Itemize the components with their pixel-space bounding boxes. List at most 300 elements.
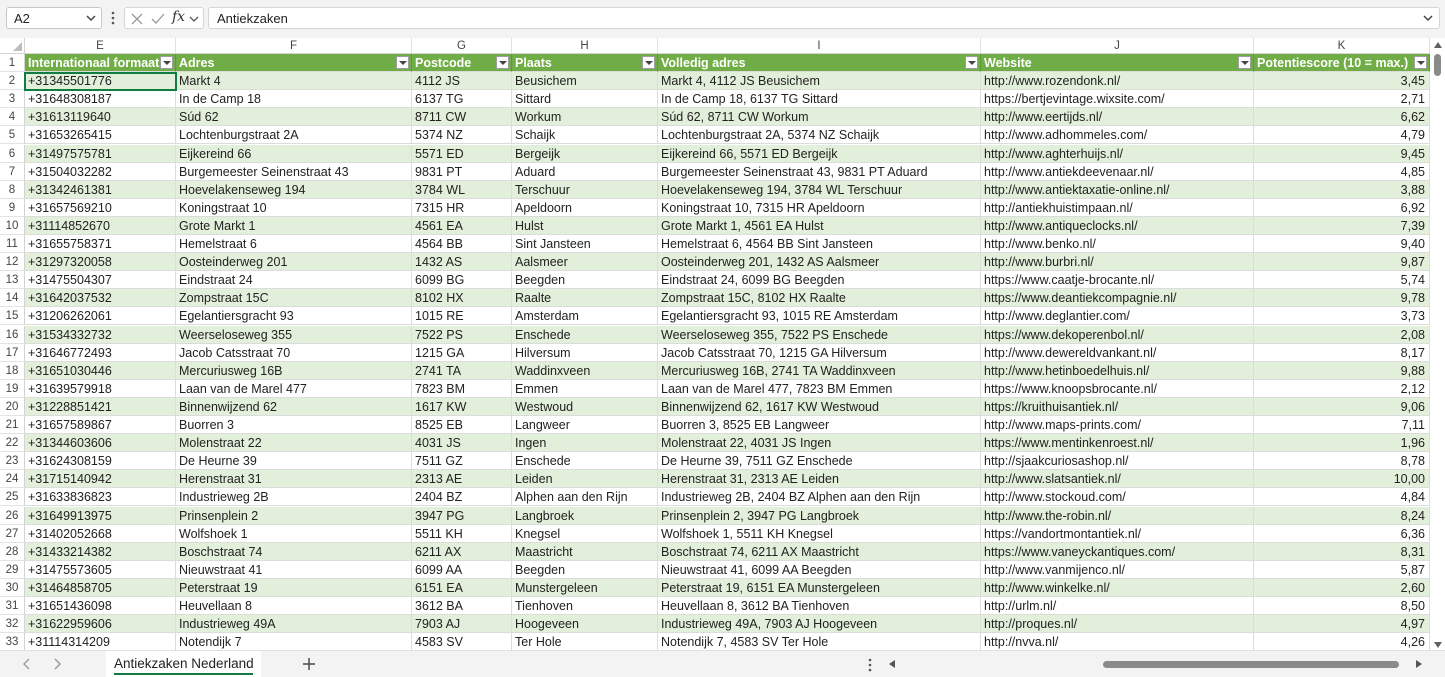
row-number[interactable]: 30	[0, 579, 25, 597]
cell-potentiescore[interactable]: 8,31	[1254, 543, 1430, 561]
row-number[interactable]: 16	[0, 326, 25, 344]
cell-volledig-adres[interactable]: Egelantiersgracht 93, 1015 RE Amsterdam	[658, 307, 981, 325]
cell-volledig-adres[interactable]: In de Camp 18, 6137 TG Sittard	[658, 90, 981, 108]
cell-volledig-adres[interactable]: Hemelstraat 6, 4564 BB Sint Jansteen	[658, 235, 981, 253]
cell-phone[interactable]: +31114852670	[25, 217, 176, 235]
name-box[interactable]	[6, 7, 102, 29]
cell-adres[interactable]: Hoevelakenseweg 194	[176, 181, 412, 199]
row-number[interactable]: 3	[0, 90, 25, 108]
row-number[interactable]: 6	[0, 145, 25, 163]
column-header-f[interactable]: F	[176, 38, 412, 54]
cell-phone[interactable]: +31464858705	[25, 579, 176, 597]
cell-phone[interactable]: +31342461381	[25, 181, 176, 199]
cell-volledig-adres[interactable]: Jacob Catsstraat 70, 1215 GA Hilversum	[658, 344, 981, 362]
cell-adres[interactable]: Buorren 3	[176, 416, 412, 434]
cell-website[interactable]: http://www.dewereldvankant.nl/	[981, 344, 1254, 362]
cell-potentiescore[interactable]: 4,85	[1254, 163, 1430, 181]
cell-potentiescore[interactable]: 6,36	[1254, 525, 1430, 543]
cell-volledig-adres[interactable]: Zompstraat 15C, 8102 HX Raalte	[658, 289, 981, 307]
cell-volledig-adres[interactable]: Markt 4, 4112 JS Beusichem	[658, 72, 981, 90]
chevron-right-icon[interactable]	[50, 656, 64, 672]
column-header-e[interactable]: E	[25, 38, 176, 54]
filter-dropdown-icon[interactable]	[1414, 56, 1427, 69]
cell-adres[interactable]: Industrieweg 49A	[176, 615, 412, 633]
cell-volledig-adres[interactable]: Peterstraat 19, 6151 EA Munstergeleen	[658, 579, 981, 597]
cell-volledig-adres[interactable]: Weerseloseweg 355, 7522 PS Enschede	[658, 326, 981, 344]
cell-postcode[interactable]: 3947 PG	[412, 507, 512, 525]
cell-adres[interactable]: De Heurne 39	[176, 452, 412, 470]
row-number[interactable]: 17	[0, 344, 25, 362]
cell-website[interactable]: http://www.burbri.nl/	[981, 253, 1254, 271]
cell-plaats[interactable]: Waddinxveen	[512, 362, 658, 380]
header-cell-potentiescore[interactable]	[1254, 54, 1430, 72]
cell-postcode[interactable]: 4583 SV	[412, 633, 512, 650]
cell-plaats[interactable]: Munstergeleen	[512, 579, 658, 597]
scroll-left-icon[interactable]	[889, 660, 895, 668]
cell-volledig-adres[interactable]: Industrieweg 2B, 2404 BZ Alphen aan den Rijn	[658, 488, 981, 506]
cell-plaats[interactable]: Alphen aan den Rijn	[512, 488, 658, 506]
cell-postcode[interactable]: 5374 NZ	[412, 126, 512, 144]
chevron-left-icon[interactable]	[20, 656, 34, 672]
cell-postcode[interactable]: 6151 EA	[412, 579, 512, 597]
cell-adres[interactable]: Prinsenplein 2	[176, 507, 412, 525]
cell-volledig-adres[interactable]: De Heurne 39, 7511 GZ Enschede	[658, 452, 981, 470]
cell-potentiescore[interactable]: 10,00	[1254, 470, 1430, 488]
column-header-i[interactable]: I	[658, 38, 981, 54]
chevron-down-icon[interactable]	[85, 11, 97, 25]
cell-volledig-adres[interactable]: Wolfshoek 1, 5511 KH Knegsel	[658, 525, 981, 543]
check-icon[interactable]	[150, 11, 166, 27]
cell-volledig-adres[interactable]: Grote Markt 1, 4561 EA Hulst	[658, 217, 981, 235]
cell-volledig-adres[interactable]: Buorren 3, 8525 EB Langweer	[658, 416, 981, 434]
cell-potentiescore[interactable]: 8,50	[1254, 597, 1430, 615]
cell-potentiescore[interactable]: 2,12	[1254, 380, 1430, 398]
more-options-icon[interactable]	[866, 657, 874, 673]
header-cell-phone[interactable]	[25, 54, 176, 72]
cell-website[interactable]: http://www.vanmijenco.nl/	[981, 561, 1254, 579]
cell-website[interactable]: http://urlm.nl/	[981, 597, 1254, 615]
cell-phone[interactable]: +31648308187	[25, 90, 176, 108]
cell-phone[interactable]: +31649913975	[25, 507, 176, 525]
plus-icon[interactable]	[301, 656, 317, 672]
cell-website[interactable]: http://www.antiektaxatie-online.nl/	[981, 181, 1254, 199]
row-number[interactable]: 20	[0, 398, 25, 416]
cell-volledig-adres[interactable]: Hoevelakenseweg 194, 3784 WL Terschuur	[658, 181, 981, 199]
cell-adres[interactable]: Notendijk 7	[176, 633, 412, 650]
cell-postcode[interactable]: 7823 BM	[412, 380, 512, 398]
column-header-k[interactable]: K	[1254, 38, 1430, 54]
row-number[interactable]: 13	[0, 271, 25, 289]
cell-potentiescore[interactable]: 6,62	[1254, 108, 1430, 126]
cell-phone[interactable]: +31345501776	[25, 72, 176, 90]
header-cell-volledig-adres[interactable]	[658, 54, 981, 72]
cell-postcode[interactable]: 9831 PT	[412, 163, 512, 181]
cell-postcode[interactable]: 3612 BA	[412, 597, 512, 615]
cell-website[interactable]: http://www.winkelke.nl/	[981, 579, 1254, 597]
cell-phone[interactable]: +31639579918	[25, 380, 176, 398]
cell-plaats[interactable]: Beegden	[512, 561, 658, 579]
cell-potentiescore[interactable]: 9,40	[1254, 235, 1430, 253]
cell-phone[interactable]: +31715140942	[25, 470, 176, 488]
horizontal-scroll-thumb[interactable]	[1103, 661, 1399, 668]
cell-postcode[interactable]: 5511 KH	[412, 525, 512, 543]
cell-website[interactable]: http://www.benko.nl/	[981, 235, 1254, 253]
cell-plaats[interactable]: Westwoud	[512, 398, 658, 416]
row-number[interactable]: 12	[0, 253, 25, 271]
cell-adres[interactable]: Mercuriusweg 16B	[176, 362, 412, 380]
cell-postcode[interactable]: 5571 ED	[412, 145, 512, 163]
cell-plaats[interactable]: Tienhoven	[512, 597, 658, 615]
cell-plaats[interactable]: Knegsel	[512, 525, 658, 543]
cell-phone[interactable]: +31475504307	[25, 271, 176, 289]
cell-potentiescore[interactable]: 8,17	[1254, 344, 1430, 362]
cell-volledig-adres[interactable]: Industrieweg 49A, 7903 AJ Hoogeveen	[658, 615, 981, 633]
row-number[interactable]: 7	[0, 163, 25, 181]
cell-website[interactable]: https://www.mentinkenroest.nl/	[981, 434, 1254, 452]
cell-volledig-adres[interactable]: Nieuwstraat 41, 6099 AA Beegden	[658, 561, 981, 579]
cell-potentiescore[interactable]: 9,88	[1254, 362, 1430, 380]
cell-postcode[interactable]: 4564 BB	[412, 235, 512, 253]
filter-dropdown-icon[interactable]	[965, 56, 978, 69]
cell-potentiescore[interactable]: 9,78	[1254, 289, 1430, 307]
cell-phone[interactable]: +31475573605	[25, 561, 176, 579]
cell-adres[interactable]: Burgemeester Seinenstraat 43	[176, 163, 412, 181]
cell-phone[interactable]: +31651030446	[25, 362, 176, 380]
vertical-scroll-thumb[interactable]	[1434, 54, 1441, 76]
cell-volledig-adres[interactable]: Súd 62, 8711 CW Workum	[658, 108, 981, 126]
filter-dropdown-icon[interactable]	[396, 56, 409, 69]
filter-dropdown-icon[interactable]	[160, 56, 173, 69]
cell-postcode[interactable]: 1432 AS	[412, 253, 512, 271]
cell-website[interactable]: https://vandortmontantiek.nl/	[981, 525, 1254, 543]
cell-potentiescore[interactable]: 4,84	[1254, 488, 1430, 506]
cell-website[interactable]: http://proques.nl/	[981, 615, 1254, 633]
row-number[interactable]: 10	[0, 217, 25, 235]
cell-website[interactable]: https://www.vaneyckantiques.com/	[981, 543, 1254, 561]
cell-plaats[interactable]: Aduard	[512, 163, 658, 181]
cell-plaats[interactable]: Langweer	[512, 416, 658, 434]
cell-adres[interactable]: Hemelstraat 6	[176, 235, 412, 253]
cell-adres[interactable]: Súd 62	[176, 108, 412, 126]
cell-website[interactable]: http://www.slatsantiek.nl/	[981, 470, 1254, 488]
cell-potentiescore[interactable]: 5,87	[1254, 561, 1430, 579]
cell-website[interactable]: http://nvva.nl/	[981, 633, 1254, 650]
row-number[interactable]: 19	[0, 380, 25, 398]
cell-plaats[interactable]: Emmen	[512, 380, 658, 398]
cell-plaats[interactable]: Amsterdam	[512, 307, 658, 325]
cell-postcode[interactable]: 6137 TG	[412, 90, 512, 108]
cell-volledig-adres[interactable]: Heuvellaan 8, 3612 BA Tienhoven	[658, 597, 981, 615]
cell-website[interactable]: http://www.antiekdeevenaar.nl/	[981, 163, 1254, 181]
chevron-down-icon[interactable]	[188, 11, 200, 27]
row-number[interactable]: 18	[0, 362, 25, 380]
more-options-icon[interactable]	[108, 9, 118, 27]
cell-adres[interactable]: Zompstraat 15C	[176, 289, 412, 307]
cell-phone[interactable]: +31613119640	[25, 108, 176, 126]
cell-volledig-adres[interactable]: Eindstraat 24, 6099 BG Beegden	[658, 271, 981, 289]
cell-volledig-adres[interactable]: Burgemeester Seinenstraat 43, 9831 PT Aduard	[658, 163, 981, 181]
cell-adres[interactable]: Laan van de Marel 477	[176, 380, 412, 398]
cell-phone[interactable]: +31344603606	[25, 434, 176, 452]
row-number[interactable]: 29	[0, 561, 25, 579]
cell-phone[interactable]: +31624308159	[25, 452, 176, 470]
row-number[interactable]: 21	[0, 416, 25, 434]
cell-potentiescore[interactable]: 8,24	[1254, 507, 1430, 525]
row-number[interactable]: 27	[0, 525, 25, 543]
cell-potentiescore[interactable]: 2,08	[1254, 326, 1430, 344]
cell-potentiescore[interactable]: 5,74	[1254, 271, 1430, 289]
cell-postcode[interactable]: 1215 GA	[412, 344, 512, 362]
cell-potentiescore[interactable]: 9,45	[1254, 145, 1430, 163]
cell-phone[interactable]: +31534332732	[25, 326, 176, 344]
cell-phone[interactable]: +31653265415	[25, 126, 176, 144]
cell-potentiescore[interactable]: 4,97	[1254, 615, 1430, 633]
row-number[interactable]: 22	[0, 434, 25, 452]
cell-potentiescore[interactable]: 4,26	[1254, 633, 1430, 650]
cell-potentiescore[interactable]: 7,39	[1254, 217, 1430, 235]
formula-input[interactable]	[208, 7, 1440, 29]
cell-website[interactable]: https://www.knoopsbrocante.nl/	[981, 380, 1254, 398]
cell-postcode[interactable]: 7903 AJ	[412, 615, 512, 633]
row-number[interactable]: 32	[0, 615, 25, 633]
filter-dropdown-icon[interactable]	[1238, 56, 1251, 69]
cell-website[interactable]: http://www.deglantier.com/	[981, 307, 1254, 325]
cell-postcode[interactable]: 6099 AA	[412, 561, 512, 579]
cell-postcode[interactable]: 1617 KW	[412, 398, 512, 416]
cell-postcode[interactable]: 3784 WL	[412, 181, 512, 199]
cell-phone[interactable]: +31642037532	[25, 289, 176, 307]
cell-volledig-adres[interactable]: Molenstraat 22, 4031 JS Ingen	[658, 434, 981, 452]
cell-website[interactable]: https://www.dekoperenbol.nl/	[981, 326, 1254, 344]
row-number[interactable]: 28	[0, 543, 25, 561]
cell-potentiescore[interactable]: 1,96	[1254, 434, 1430, 452]
sheet-tab-antiekzaken-nederland[interactable]	[106, 651, 261, 677]
header-cell-adres[interactable]	[176, 54, 412, 72]
cell-postcode[interactable]: 8102 HX	[412, 289, 512, 307]
fx-icon[interactable]: fx	[172, 9, 186, 25]
cell-volledig-adres[interactable]: Oosteinderweg 201, 1432 AS Aalsmeer	[658, 253, 981, 271]
row-number[interactable]: 33	[0, 633, 25, 650]
cell-volledig-adres[interactable]: Notendijk 7, 4583 SV Ter Hole	[658, 633, 981, 650]
cell-website[interactable]: https://kruithuisantiek.nl/	[981, 398, 1254, 416]
cell-website[interactable]: http://www.rozendonk.nl/	[981, 72, 1254, 90]
cell-plaats[interactable]: Ter Hole	[512, 633, 658, 650]
cell-postcode[interactable]: 2741 TA	[412, 362, 512, 380]
column-header-g[interactable]: G	[412, 38, 512, 54]
cell-phone[interactable]: +31633836823	[25, 488, 176, 506]
header-cell-postcode[interactable]	[412, 54, 512, 72]
filter-dropdown-icon[interactable]	[496, 56, 509, 69]
cell-plaats[interactable]: Workum	[512, 108, 658, 126]
cell-plaats[interactable]: Langbroek	[512, 507, 658, 525]
cell-plaats[interactable]: Enschede	[512, 326, 658, 344]
cell-potentiescore[interactable]: 9,06	[1254, 398, 1430, 416]
scroll-right-icon[interactable]	[1416, 660, 1422, 668]
cell-adres[interactable]: Lochtenburgstraat 2A	[176, 126, 412, 144]
cell-plaats[interactable]: Ingen	[512, 434, 658, 452]
cell-website[interactable]: http://sjaakcuriosashop.nl/	[981, 452, 1254, 470]
cell-postcode[interactable]: 2313 AE	[412, 470, 512, 488]
row-number[interactable]: 25	[0, 488, 25, 506]
row-number[interactable]: 14	[0, 289, 25, 307]
cell-phone[interactable]: +31114314209	[25, 633, 176, 650]
cell-adres[interactable]: Molenstraat 22	[176, 434, 412, 452]
cell-plaats[interactable]: Bergeijk	[512, 145, 658, 163]
cell-potentiescore[interactable]: 6,92	[1254, 199, 1430, 217]
cell-phone[interactable]: +31622959606	[25, 615, 176, 633]
cell-website[interactable]: https://www.deantiekcompagnie.nl/	[981, 289, 1254, 307]
cell-phone[interactable]: +31655758371	[25, 235, 176, 253]
cell-plaats[interactable]: Sint Jansteen	[512, 235, 658, 253]
cell-phone[interactable]: +31657589867	[25, 416, 176, 434]
cell-adres[interactable]: Grote Markt 1	[176, 217, 412, 235]
cell-plaats[interactable]: Terschuur	[512, 181, 658, 199]
cell-phone[interactable]: +31657569210	[25, 199, 176, 217]
cell-plaats[interactable]: Maastricht	[512, 543, 658, 561]
cell-plaats[interactable]: Apeldoorn	[512, 199, 658, 217]
cell-potentiescore[interactable]: 4,79	[1254, 126, 1430, 144]
cell-postcode[interactable]: 1015 RE	[412, 307, 512, 325]
cell-adres[interactable]: Egelantiersgracht 93	[176, 307, 412, 325]
scroll-up-icon[interactable]	[1434, 42, 1442, 48]
cell-postcode[interactable]: 8711 CW	[412, 108, 512, 126]
cell-postcode[interactable]: 6099 BG	[412, 271, 512, 289]
row-number[interactable]: 15	[0, 307, 25, 325]
cell-volledig-adres[interactable]: Lochtenburgstraat 2A, 5374 NZ Schaijk	[658, 126, 981, 144]
cell-phone[interactable]: +31206262061	[25, 307, 176, 325]
cell-potentiescore[interactable]: 3,45	[1254, 72, 1430, 90]
cell-plaats[interactable]: Raalte	[512, 289, 658, 307]
cell-phone[interactable]: +31402052668	[25, 525, 176, 543]
cell-postcode[interactable]: 2404 BZ	[412, 488, 512, 506]
cell-plaats[interactable]: Schaijk	[512, 126, 658, 144]
row-number[interactable]: 31	[0, 597, 25, 615]
cell-plaats[interactable]: Beusichem	[512, 72, 658, 90]
cell-plaats[interactable]: Aalsmeer	[512, 253, 658, 271]
cell-postcode[interactable]: 7522 PS	[412, 326, 512, 344]
cell-volledig-adres[interactable]: Laan van de Marel 477, 7823 BM Emmen	[658, 380, 981, 398]
cell-phone[interactable]: +31433214382	[25, 543, 176, 561]
cell-potentiescore[interactable]: 2,60	[1254, 579, 1430, 597]
row-number[interactable]: 5	[0, 126, 25, 144]
cell-volledig-adres[interactable]: Boschstraat 74, 6211 AX Maastricht	[658, 543, 981, 561]
row-number[interactable]: 8	[0, 181, 25, 199]
cell-website[interactable]: https://bertjevintage.wixsite.com/	[981, 90, 1254, 108]
cell-adres[interactable]: Boschstraat 74	[176, 543, 412, 561]
cell-postcode[interactable]: 4561 EA	[412, 217, 512, 235]
cell-plaats[interactable]: Enschede	[512, 452, 658, 470]
cell-plaats[interactable]: Leiden	[512, 470, 658, 488]
row-number[interactable]: 23	[0, 452, 25, 470]
expand-formula-icon[interactable]	[1422, 11, 1434, 25]
cell-volledig-adres[interactable]: Herenstraat 31, 2313 AE Leiden	[658, 470, 981, 488]
row-number[interactable]: 11	[0, 235, 25, 253]
cell-postcode[interactable]: 6211 AX	[412, 543, 512, 561]
select-all-corner[interactable]	[0, 38, 25, 54]
cell-phone[interactable]: +31646772493	[25, 344, 176, 362]
cell-adres[interactable]: Koningstraat 10	[176, 199, 412, 217]
cell-potentiescore[interactable]: 2,71	[1254, 90, 1430, 108]
row-number[interactable]: 4	[0, 108, 25, 126]
cell-adres[interactable]: Eindstraat 24	[176, 271, 412, 289]
cell-volledig-adres[interactable]: Eijkereind 66, 5571 ED Bergeijk	[658, 145, 981, 163]
cell-adres[interactable]: Herenstraat 31	[176, 470, 412, 488]
column-header-j[interactable]: J	[981, 38, 1254, 54]
cell-website[interactable]: http://www.adhommeles.com/	[981, 126, 1254, 144]
cell-phone[interactable]: +31228851421	[25, 398, 176, 416]
cell-adres[interactable]: Industrieweg 2B	[176, 488, 412, 506]
cell-adres[interactable]: Jacob Catsstraat 70	[176, 344, 412, 362]
cell-volledig-adres[interactable]: Mercuriusweg 16B, 2741 TA Waddinxveen	[658, 362, 981, 380]
cell-adres[interactable]: Eijkereind 66	[176, 145, 412, 163]
cell-postcode[interactable]: 7315 HR	[412, 199, 512, 217]
cell-phone[interactable]: +31297320058	[25, 253, 176, 271]
row-number[interactable]: 9	[0, 199, 25, 217]
cell-adres[interactable]: Heuvellaan 8	[176, 597, 412, 615]
x-icon[interactable]	[129, 11, 145, 27]
cell-plaats[interactable]: Hilversum	[512, 344, 658, 362]
cell-potentiescore[interactable]: 7,11	[1254, 416, 1430, 434]
row-number[interactable]: 1	[0, 54, 25, 72]
cell-adres[interactable]: Weerseloseweg 355	[176, 326, 412, 344]
row-number[interactable]: 2	[0, 72, 25, 90]
cell-phone[interactable]: +31504032282	[25, 163, 176, 181]
cell-website[interactable]: http://www.the-robin.nl/	[981, 507, 1254, 525]
cell-phone[interactable]: +31497575781	[25, 145, 176, 163]
cell-website[interactable]: http://www.maps-prints.com/	[981, 416, 1254, 434]
column-header-h[interactable]: H	[512, 38, 658, 54]
cell-potentiescore[interactable]: 3,73	[1254, 307, 1430, 325]
cell-postcode[interactable]: 4031 JS	[412, 434, 512, 452]
cell-website[interactable]: http://antiekhuistimpaan.nl/	[981, 199, 1254, 217]
cell-volledig-adres[interactable]: Prinsenplein 2, 3947 PG Langbroek	[658, 507, 981, 525]
spreadsheet-grid[interactable]	[0, 38, 1445, 650]
cell-plaats[interactable]: Hoogeveen	[512, 615, 658, 633]
cell-adres[interactable]: In de Camp 18	[176, 90, 412, 108]
cell-adres[interactable]: Markt 4	[176, 72, 412, 90]
cell-postcode[interactable]: 4112 JS	[412, 72, 512, 90]
cell-plaats[interactable]: Beegden	[512, 271, 658, 289]
cell-phone[interactable]: +31651436098	[25, 597, 176, 615]
cell-website[interactable]: http://www.antiqueclocks.nl/	[981, 217, 1254, 235]
cell-potentiescore[interactable]: 3,88	[1254, 181, 1430, 199]
cell-adres[interactable]: Nieuwstraat 41	[176, 561, 412, 579]
cell-adres[interactable]: Peterstraat 19	[176, 579, 412, 597]
row-number[interactable]: 24	[0, 470, 25, 488]
cell-website[interactable]: http://www.aghterhuijs.nl/	[981, 145, 1254, 163]
cell-postcode[interactable]: 8525 EB	[412, 416, 512, 434]
cell-website[interactable]: http://www.eertijds.nl/	[981, 108, 1254, 126]
header-cell-website[interactable]	[981, 54, 1254, 72]
row-number[interactable]: 26	[0, 507, 25, 525]
cell-website[interactable]: http://www.hetinboedelhuis.nl/	[981, 362, 1254, 380]
cell-plaats[interactable]: Hulst	[512, 217, 658, 235]
cell-potentiescore[interactable]: 9,87	[1254, 253, 1430, 271]
cell-volledig-adres[interactable]: Koningstraat 10, 7315 HR Apeldoorn	[658, 199, 981, 217]
cell-website[interactable]: https://www.caatje-brocante.nl/	[981, 271, 1254, 289]
cell-plaats[interactable]: Sittard	[512, 90, 658, 108]
scroll-down-icon[interactable]	[1434, 642, 1442, 648]
cell-website[interactable]: http://www.stockoud.com/	[981, 488, 1254, 506]
cell-adres[interactable]: Wolfshoek 1	[176, 525, 412, 543]
cell-adres[interactable]: Binnenwijzend 62	[176, 398, 412, 416]
cell-potentiescore[interactable]: 8,78	[1254, 452, 1430, 470]
filter-dropdown-icon[interactable]	[642, 56, 655, 69]
cell-postcode[interactable]: 7511 GZ	[412, 452, 512, 470]
vertical-scrollbar[interactable]	[1430, 38, 1445, 650]
header-cell-plaats[interactable]	[512, 54, 658, 72]
cell-volledig-adres[interactable]: Binnenwijzend 62, 1617 KW Westwoud	[658, 398, 981, 416]
